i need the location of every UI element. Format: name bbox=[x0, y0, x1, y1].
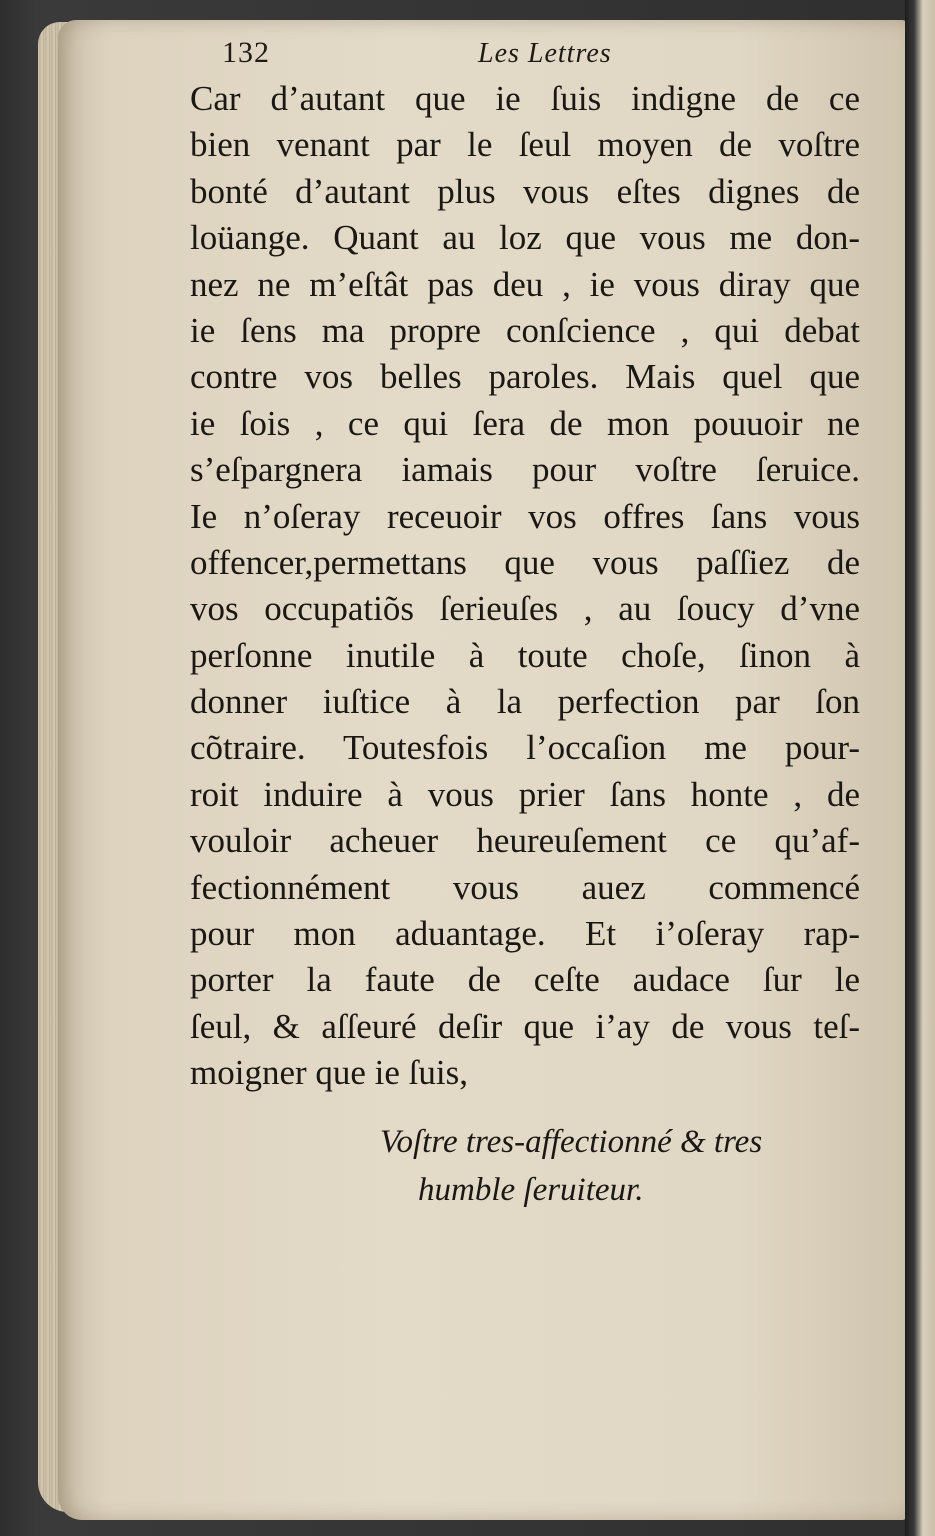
page-header bbox=[222, 36, 662, 80]
text-line: ie ſois , ce qui ſera de mon pouuoir ne bbox=[190, 403, 860, 443]
text-line: bien venant par le ſeul moyen de voſtre bbox=[190, 125, 860, 165]
text-line: Ie n’oſeray receuoir vos offres ſans vous bbox=[190, 496, 860, 536]
text-line: perſonne inutile à toute choſe, ſinon à bbox=[190, 635, 860, 675]
text-line: vos occupatiõs ſerieuſes , au ſoucy d’vne bbox=[190, 589, 860, 629]
text-line: offencer,permettans que vous paſſiez de bbox=[190, 542, 860, 582]
text-line: donner iuſtice à la perfection par ſon bbox=[190, 682, 860, 722]
text-line: pour mon aduantage. Et i’oſeray rap- bbox=[190, 914, 860, 954]
text-line: cõtraire. Toutesfois l’occaſion me pour- bbox=[190, 728, 860, 768]
text-line: fectionnément vous auez commencé bbox=[190, 867, 860, 907]
letter-body bbox=[190, 76, 860, 1097]
running-head: Les Lettres bbox=[478, 38, 612, 69]
facing-page-edge bbox=[905, 0, 935, 1536]
text-line: roit induire à vous prier ſans honte , de bbox=[190, 774, 860, 814]
signature-line-2: humble ſeruiteur. bbox=[418, 1172, 644, 1208]
text-line: porter la faute de ceſte audace ſur le bbox=[190, 960, 860, 1000]
text-line: ie ſens ma propre conſcience , qui debat bbox=[190, 310, 860, 350]
text-line: moigner que ie ſuis, bbox=[190, 1053, 469, 1093]
text-line: ſeul, & aſſeuré deſir que i’ay de vous teſ- bbox=[190, 1006, 860, 1046]
text-line: contre vos belles paroles. Mais quel que bbox=[190, 357, 860, 397]
text-line: nez ne m’eſtât pas deu , ie vous diray que bbox=[190, 264, 860, 304]
text-line: loüange. Quant au loz que vous me don- bbox=[190, 218, 860, 258]
text-line: Car d’autant que ie ſuis indigne de ce bbox=[190, 79, 860, 118]
page-number: 132 bbox=[222, 36, 270, 69]
text-line: vouloir acheuer heureuſement ce qu’af- bbox=[190, 821, 860, 861]
text-line: bonté d’autant plus vous eſtes dignes de bbox=[190, 171, 860, 211]
text-line: s’eſpargnera iamais pour voſtre ſeruice. bbox=[190, 450, 860, 490]
signature-line-1: Voſtre tres-affectionné & tres bbox=[380, 1124, 763, 1160]
letter-signature bbox=[380, 1118, 850, 1214]
